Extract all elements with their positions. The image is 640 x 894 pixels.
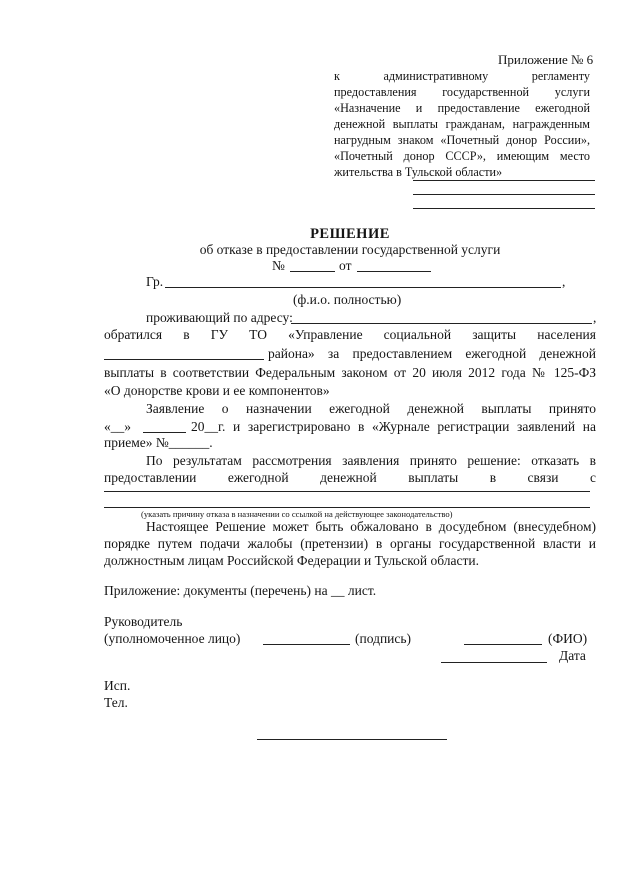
application-line: 20__г. и зарегистрировано в «Журнале регистрации заявлений на: [191, 419, 596, 434]
appeal-right-line: должностным лицам Российской Федерации и Тульской области.: [104, 553, 479, 568]
annex-line: предоставления государственной услуги: [334, 85, 590, 99]
bottom-rule: [257, 739, 447, 740]
reason-blank: [104, 491, 590, 492]
signature-blank: [263, 644, 350, 645]
annex-line: жительства в Тульской области»: [334, 165, 503, 179]
attachment-line: Приложение: документы (перечень) на __ лист.: [104, 583, 377, 598]
date-label: Дата: [559, 648, 586, 663]
application-day: «__»: [104, 419, 131, 434]
citizen-caption: (ф.и.о. полностью): [293, 292, 402, 307]
address-suffix: ,: [593, 310, 597, 325]
appeal-right-line: порядке путем подачи жалобы (претензии) в органы государственной власти и: [104, 536, 596, 551]
decision-line: По результатам рассмотрения заявления принято решение: отказать в: [146, 453, 596, 468]
district-blank: [104, 359, 264, 360]
fio-blank: [464, 644, 542, 645]
annex-line: к административному регламенту: [334, 69, 590, 83]
appeal-line: «О донорстве крови и ее компонентов»: [104, 383, 330, 398]
decision-line: предоставлении ежегодной денежной выплаты в связи с: [104, 470, 596, 485]
annex-blank-line: [413, 194, 595, 195]
date-from-label: от: [339, 258, 352, 273]
address-label: проживающий по адресу:: [146, 310, 293, 325]
signature-label: (подпись): [355, 631, 412, 646]
appeal-line: района» за предоставлением ежегодной денежной: [268, 346, 596, 361]
application-line: Заявление о назначении ежегодной денежной выплаты принято: [146, 401, 596, 416]
appeal-line: обратился в ГУ ТО «Управление социальной защиты населения: [104, 327, 596, 342]
annex-blank-line: [413, 180, 595, 181]
date-sign-blank: [441, 662, 547, 663]
application-line: приеме» №______.: [104, 435, 213, 450]
citizen-name-blank: [165, 287, 561, 288]
phone-label: Тел.: [104, 695, 128, 710]
number-label: №: [272, 258, 285, 273]
signer-title: Руководитель: [104, 614, 183, 629]
reason-caption: (указать причину отказа в назначении со ссылкой на действующее законодательство): [141, 509, 453, 519]
annex-text: [334, 68, 590, 180]
fio-label: (ФИО): [548, 631, 588, 646]
address-blank: [291, 323, 592, 324]
document-subtitle: об отказе в предоставлении государственной услуги: [199, 242, 501, 257]
annex-line: нагрудным знаком «Почетный донор России»,: [334, 133, 590, 147]
number-blank: [290, 271, 335, 272]
citizen-suffix: ,: [562, 274, 566, 289]
appeal-line: выплаты в соответствии Федеральным законом от 20 июля 2012 года № 125-ФЗ: [104, 365, 596, 380]
application-month-blank: [143, 432, 186, 433]
executor-label: Исп.: [104, 678, 131, 693]
annex-line: денежной выплаты гражданам, награжденным: [334, 117, 590, 131]
annex-line: «Назначение и предоставление ежегодной: [334, 101, 590, 115]
document-title: РЕШЕНИЕ: [310, 226, 390, 242]
date-blank: [357, 271, 431, 272]
appeal-right-line: Настоящее Решение может быть обжаловано в досудебном (внесудебном): [146, 519, 596, 534]
citizen-prefix: Гр.: [146, 274, 164, 289]
annex-blank-line: [413, 208, 595, 209]
annex-line: «Почетный донор СССР», имеющим место: [334, 149, 590, 163]
annex-number: Приложение № 6: [498, 52, 594, 67]
authorized-person-label: (уполномоченное лицо): [104, 631, 241, 646]
